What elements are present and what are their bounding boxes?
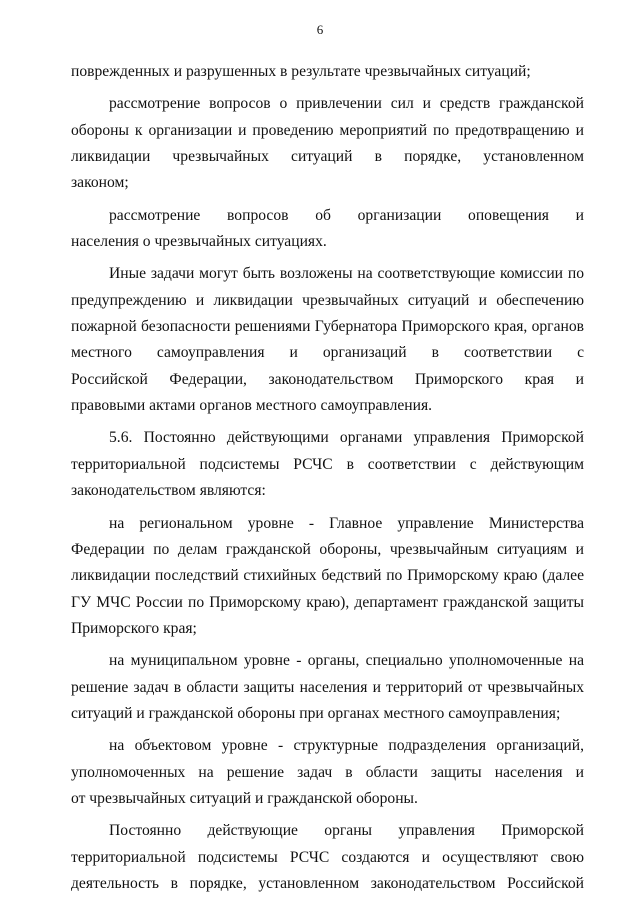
text-line: пожарной безопасности решениями Губернатора Приморского края, органов xyxy=(71,318,584,336)
paragraph xyxy=(71,733,584,812)
text-line: от чрезвычайных ситуаций и гражданской обороны. xyxy=(71,789,418,807)
text-line: уполномоченных на решение задач в области защиты населения и xyxy=(71,763,584,781)
paragraph xyxy=(71,818,584,897)
text-line: территориальной подсистемы РСЧС создаются и осуществляют свою xyxy=(71,848,584,866)
text-line: на региональном уровне - Главное управление Министерства xyxy=(109,514,584,532)
text-line: населения о чрезвычайных ситуациях. xyxy=(71,233,327,251)
text-line: Иные задачи могут быть возложены на соответствующие комиссии по xyxy=(109,265,584,283)
text-line: территориальной подсистемы РСЧС в соответствии с действующим xyxy=(71,455,584,473)
paragraph xyxy=(71,59,584,85)
text-line: Постоянно действующие органы управления Приморской xyxy=(109,822,584,840)
document-body xyxy=(71,59,584,897)
paragraph xyxy=(71,203,584,256)
text-line: ГУ МЧС России по Приморскому краю), департамент гражданской защиты xyxy=(71,593,584,611)
text-line: решение задач в области защиты населения и территорий от чрезвычайных xyxy=(71,678,584,696)
text-line: законом; xyxy=(71,174,129,192)
text-line: поврежденных и разрушенных в результате чрезвычайных ситуаций; xyxy=(71,63,531,80)
text-line: Российской Федерации, законодательством Приморского края и xyxy=(71,370,584,388)
text-line: местного самоуправления и организаций в соответствии с xyxy=(71,344,584,362)
paragraph xyxy=(71,648,584,727)
text-line: Приморского края; xyxy=(71,619,197,637)
paragraph xyxy=(71,261,584,419)
text-line: законодательством являются: xyxy=(71,482,266,500)
text-line: на объектовом уровне - структурные подразделения организаций, xyxy=(109,737,584,755)
text-line: деятельность в порядке, установленном законодательством Российской xyxy=(71,874,584,892)
text-line: ликвидации последствий стихийных бедствий по Приморскому краю (далее xyxy=(71,567,584,585)
text-line: рассмотрение вопросов о привлечении сил и средств гражданской xyxy=(109,95,584,113)
text-line: ликвидации чрезвычайных ситуаций в порядке, установленном xyxy=(71,148,584,166)
paragraph xyxy=(71,511,584,643)
text-line: ситуаций и гражданской обороны при органах местного самоуправления; xyxy=(71,704,561,722)
page-number: 6 xyxy=(316,22,324,37)
paragraph xyxy=(71,91,584,196)
text-line: рассмотрение вопросов об организации оповещения и xyxy=(109,206,584,224)
text-line: правовыми актами органов местного самоуправления. xyxy=(71,397,433,415)
paragraph xyxy=(71,425,584,504)
text-line: 5.6. Постоянно действующими органами управления Приморской xyxy=(109,429,584,447)
text-line: обороны к организации и проведению мероприятий по предотвращению и xyxy=(71,121,584,139)
text-line: предупреждению и ликвидации чрезвычайных ситуаций и обеспечению xyxy=(71,291,584,309)
text-line: на муниципальном уровне - органы, специально уполномоченные на xyxy=(109,652,584,670)
text-line: Федерации по делам гражданской обороны, чрезвычайным ситуациям и xyxy=(71,540,584,558)
